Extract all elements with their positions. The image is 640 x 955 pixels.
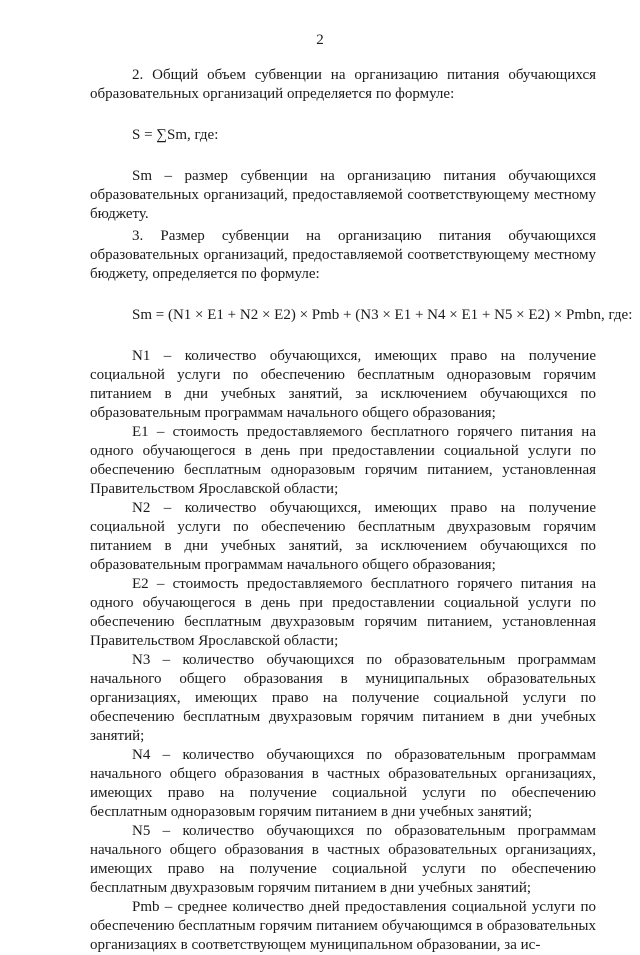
document-body xyxy=(90,66,633,955)
definition-n4: N4 – количество обучающихся по образовательным программам начального общего образования в частных образовательных организациях, имеющих право на получение социальной услуги по обеспечению бесплатным одноразовым горячим питанием в дни учебных занятий; xyxy=(90,747,596,820)
definition-pmb: Pmb – среднее количество дней предоставления социальной услуги по обеспечению бесплатным горячим питанием обучающимся в образовательных организациях в соответствующем муниципальном образовании, за ис- xyxy=(90,899,596,953)
definition-n5: N5 – количество обучающихся по образовательным программам начального общего образования в частных образовательных организациях, имеющих право на получение социальной услуги по обеспечению бесплатным двухразовым горячим питанием в дни учебных занятий; xyxy=(90,823,596,896)
definition-n1: N1 – количество обучающихся, имеющих право на получение социальной услуги по обеспечению бесплатным одноразовым горячим питанием в дни учебных занятий, за исключением обучающихся по образовательным программам начального общего образования; xyxy=(90,348,596,421)
formula-total-subvention: S = ∑Sm, где: xyxy=(132,127,219,143)
page-number: 2 xyxy=(316,32,324,48)
definition-e2: E2 – стоимость предоставляемого бесплатного горячего питания на одного обучающегося в день при предоставлении социальной услуги по обеспечению бесплатным двухразовым горячим питанием, установленная Правительством Ярославской области; xyxy=(90,576,596,649)
definition-e1: E1 – стоимость предоставляемого бесплатного горячего питания на одного обучающегося в день при предоставлении социальной услуги по обеспечению бесплатным одноразовым горячим питанием, установленная Правительством Ярославской области; xyxy=(90,424,596,497)
definition-n2: N2 – количество обучающихся, имеющих право на получение социальной услуги по обеспечению бесплатным двухразовым горячим питанием в дни учебных занятий, за исключением обучающихся по образовательным программам начального общего образования; xyxy=(90,500,596,573)
definition-sm: Sm – размер субвенции на организацию питания обучающихся образовательных организаций, предоставляемой соответствующему местному бюджету. xyxy=(90,168,596,222)
paragraph-size-formula-intro: 3. Размер субвенции на организацию питания обучающихся образовательных организаций, предоставляемой соответствующему местному бюджету, определяется по формуле: xyxy=(90,228,596,282)
paragraph-total-formula-intro: 2. Общий объем субвенции на организацию питания обучающихся образовательных организаций определяется по формуле: xyxy=(90,67,596,102)
definition-n3: N3 – количество обучающихся по образовательным программам начального общего образования в муниципальных образовательных организациях, имеющих право на получение социальной услуги по обеспечению бесплатным двухразовым горячим питанием в дни учебных занятий; xyxy=(90,652,596,744)
formula-sm: Sm = (N1 × E1 + N2 × E2) × Pmb + (N3 × E1 + N4 × E1 + N5 × E2) × Pmbn, где: xyxy=(132,307,633,323)
